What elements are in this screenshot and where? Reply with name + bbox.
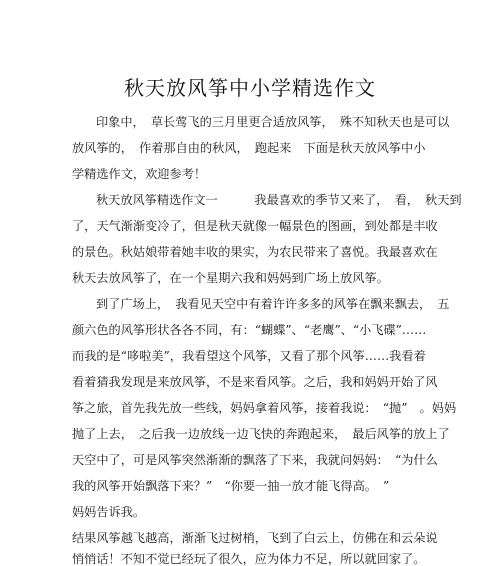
paragraph-line: 而我的是“哆啦美”，我看望这个风筝，又看了那个风筝……我看着 xyxy=(72,349,426,363)
paragraph-line: 颜六色的风筝形状各各不同，有：“蝴蝶”、“老鹰”、“小飞碟”…… xyxy=(72,323,427,337)
paragraph-line: 印象中， 草长莺飞的三月里更合适放风筝， 殊不知秋天也是可以 xyxy=(96,115,450,129)
document-title: 秋天放风筝中小学精选作文 xyxy=(124,76,376,100)
paragraph-line: 我的风筝开始飘落下来？” “你要一抽一放才能飞得高。 ” xyxy=(72,479,390,493)
paragraph-line: 结果风筝越飞越高，渐渐飞过树梢，飞到了白云上，仿佛在和云朵说 xyxy=(72,531,438,545)
paragraph-line: 秋天放风筝精选作文一 我最喜欢的季节又来了， 看， 秋天到 xyxy=(96,193,462,207)
paragraph-line: 到了广场上， 我看见天空中有着许许多多的风筝在飘来飘去， 五 xyxy=(96,297,450,311)
paragraph-line: 妈妈告诉我。 xyxy=(72,505,146,519)
paragraph-line: 学精选作文，欢迎参考！ xyxy=(72,167,207,181)
paragraph-line: 抛了上去， 之后我一边放线一边飞快的奔跑起来， 最后风筝的放上了 xyxy=(72,427,450,441)
paragraph-line: 天空中了，可是风筝突然渐渐的飘落了下来，我就问妈妈： “为什么 xyxy=(72,453,438,467)
paragraph-line: 放风筝的， 作着那自由的秋风， 跑起来 下面是秋天放风筝中小 xyxy=(72,141,426,155)
paragraph-line: 看着猜我发现是来放风筝，不是来看风筝。之后，我和妈妈开始了风 xyxy=(72,375,438,389)
paragraph-line: 筝之旅，首先我先放一些线，妈妈拿着风筝，接着我说： “抛” 。妈妈 xyxy=(72,401,457,415)
paragraph-line: 了，天气渐渐变冷了，但是秋天就像一幅景色的图画，到处都是丰收 xyxy=(72,219,438,233)
paragraph-line: 秋天去放风筝了，在一个星期六我和妈妈到广场上放风筝。 xyxy=(72,271,389,285)
paragraph-line: 悄悄话！不知不觉已经玩了很久，应为体力不足，所以就回家了。 xyxy=(72,552,426,566)
paragraph-line: 的景色。秋姑娘带着她丰收的果实，为农民带来了喜悦。我最喜欢在 xyxy=(72,245,438,259)
